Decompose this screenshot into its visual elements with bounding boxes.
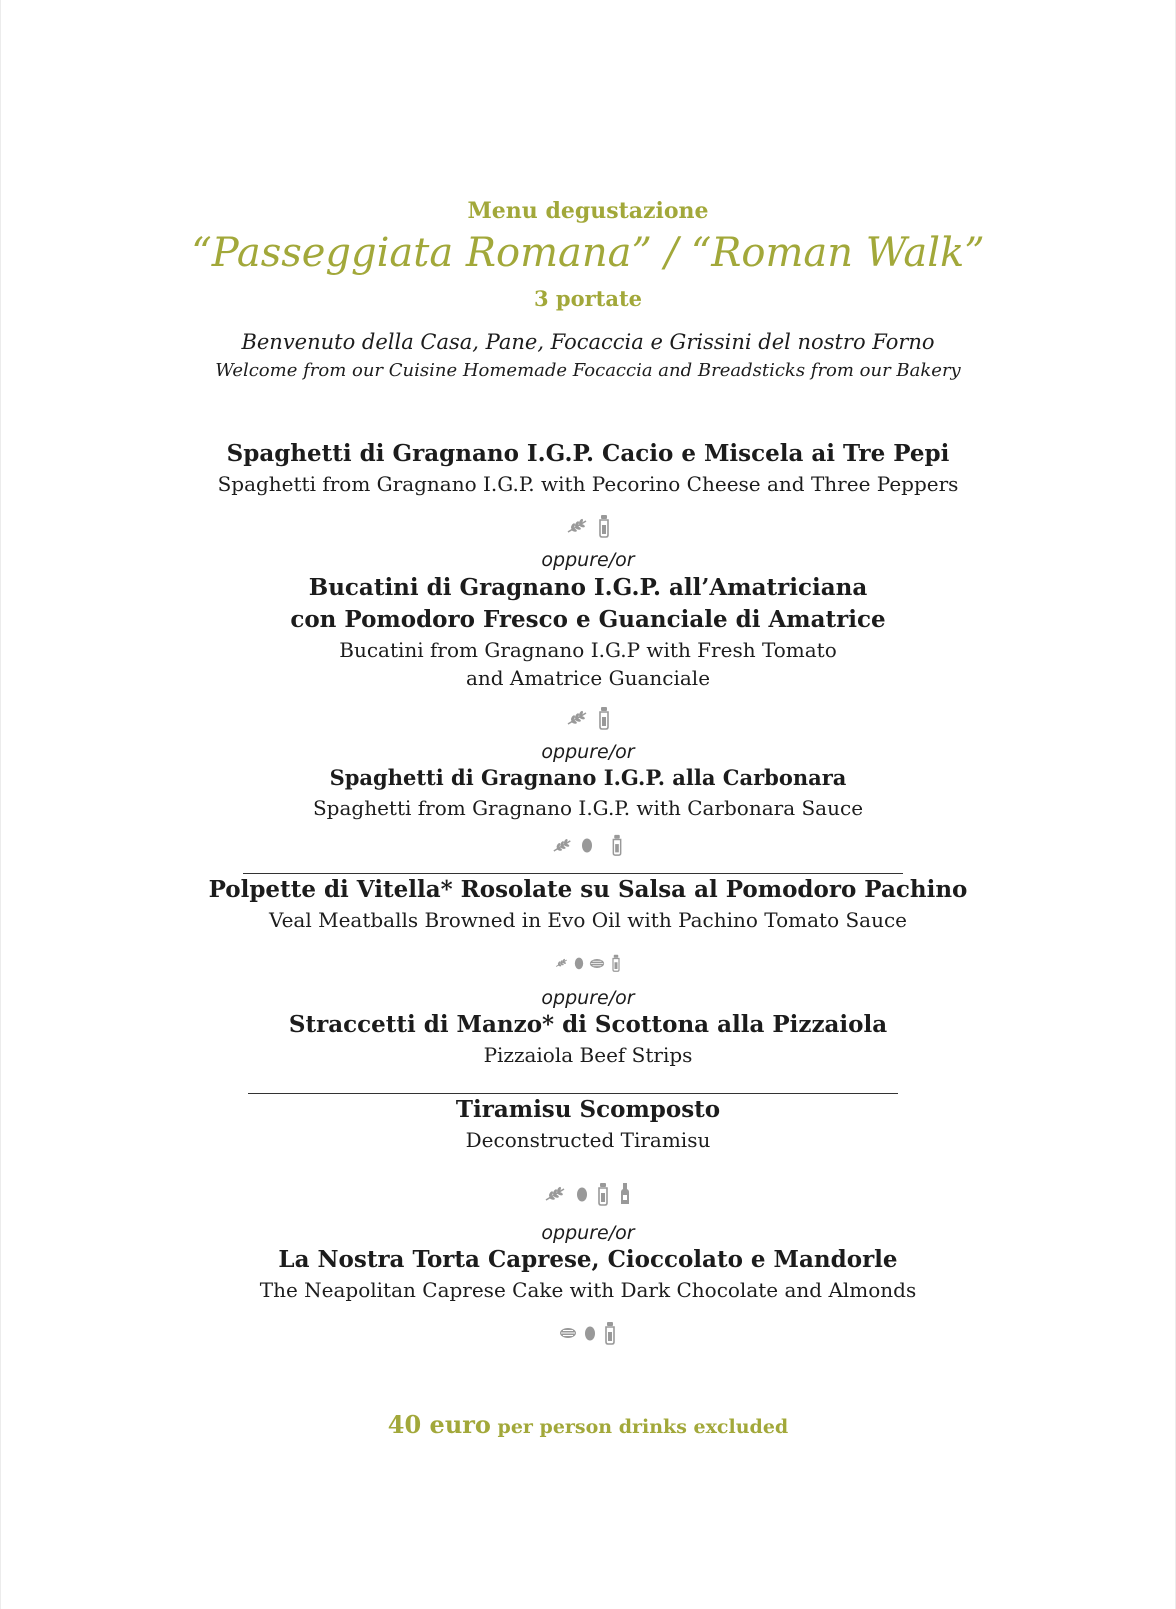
dish-name-italian: con Pomodoro Fresco e Guanciale di Amatrice: [290, 606, 886, 633]
price-note: per person drinks excluded: [490, 1416, 789, 1438]
dish-item: [1, 874, 1175, 934]
dish-name-italian: Spaghetti di Gragnano I.G.P. Cacio e Miscela ai Tre Pepi: [226, 440, 950, 467]
allergen-icons: [1, 514, 1175, 538]
dish-name-english: Deconstructed Tiramisu: [465, 1128, 711, 1152]
dish-name-italian: Spaghetti di Gragnano I.G.P. alla Carbonara: [329, 765, 847, 790]
allergen-icons: [1, 706, 1175, 730]
dish-name-english: Spaghetti from Gragnano I.G.P. with Pecorino Cheese and Three Peppers: [217, 472, 959, 496]
menu-title: “Passeggiata Romana” / “Roman Walk”: [191, 230, 985, 276]
dish-name-english: The Neapolitan Caprese Cake with Dark Chocolate and Almonds: [259, 1278, 917, 1302]
alternative-separator: oppure/or: [541, 1222, 635, 1244]
wheat-icon: [555, 957, 569, 969]
price-amount: 40 euro: [387, 1410, 491, 1439]
dish-item: [1, 572, 1175, 692]
alternative-separator: oppure/or: [541, 987, 635, 1009]
dish-item: [1, 438, 1175, 498]
allergen-icons: [1, 1321, 1175, 1345]
dish-name-english: Veal Meatballs Browned in Evo Oil with Pachino Tomato Sauce: [268, 908, 908, 932]
dish-item: [1, 762, 1175, 822]
dish-name-italian: Tiramisu Scomposto: [455, 1096, 721, 1123]
egg-icon: [576, 1186, 588, 1202]
wheat-icon: [566, 710, 590, 726]
dish-name-italian: La Nostra Torta Caprese, Cioccolato e Mandorle: [278, 1246, 898, 1273]
welcome-english: Welcome from our Cuisine Homemade Focaccia and Breadsticks from our Bakery: [215, 360, 961, 381]
dish-name-english: Spaghetti from Gragnano I.G.P. with Carbonara Sauce: [312, 796, 864, 820]
alternative-separator: oppure/or: [541, 549, 635, 571]
egg-icon: [581, 837, 593, 853]
alcohol-icon: [618, 1182, 632, 1206]
milk-bottle-icon: [603, 1321, 617, 1345]
egg-icon: [574, 956, 584, 970]
menu-subtitle: Menu degustazione: [467, 198, 709, 224]
dish-name-italian: Bucatini di Gragnano I.G.P. all’Amatriciana: [308, 574, 868, 601]
dish-item: [1, 1009, 1175, 1069]
egg-icon: [584, 1325, 596, 1341]
allergen-icons: [1, 834, 1175, 856]
welcome-italian: Benvenuto della Casa, Pane, Focaccia e Grissini del nostro Forno: [241, 330, 935, 354]
courses-count: 3 portate: [533, 286, 643, 311]
dish-name-english: and Amatrice Guanciale: [465, 666, 711, 690]
milk-bottle-icon: [597, 514, 611, 538]
nut-icon: [559, 1327, 577, 1339]
price-line: [1, 1410, 1175, 1439]
allergen-icons: [1, 954, 1175, 972]
dish-name-english: Pizzaiola Beef Strips: [483, 1043, 693, 1067]
milk-bottle-icon: [610, 834, 624, 856]
nut-icon: [589, 958, 605, 969]
milk-bottle-icon: [596, 1182, 610, 1206]
wheat-icon: [552, 838, 574, 853]
wheat-icon: [544, 1186, 568, 1202]
dish-name-italian: Straccetti di Manzo* di Scottona alla Pizzaiola: [288, 1011, 888, 1038]
dish-name-english: Bucatini from Gragnano I.G.P with Fresh Tomato: [339, 638, 837, 662]
alternative-separator: oppure/or: [541, 741, 635, 763]
allergen-icons: [1, 1182, 1175, 1206]
dish-item: [1, 1244, 1175, 1304]
milk-bottle-icon: [610, 954, 622, 972]
wheat-icon: [566, 518, 590, 534]
dish-name-italian: Polpette di Vitella* Rosolate su Salsa al Pomodoro Pachino: [208, 876, 968, 903]
milk-bottle-icon: [597, 706, 611, 730]
dish-item: [1, 1094, 1175, 1154]
